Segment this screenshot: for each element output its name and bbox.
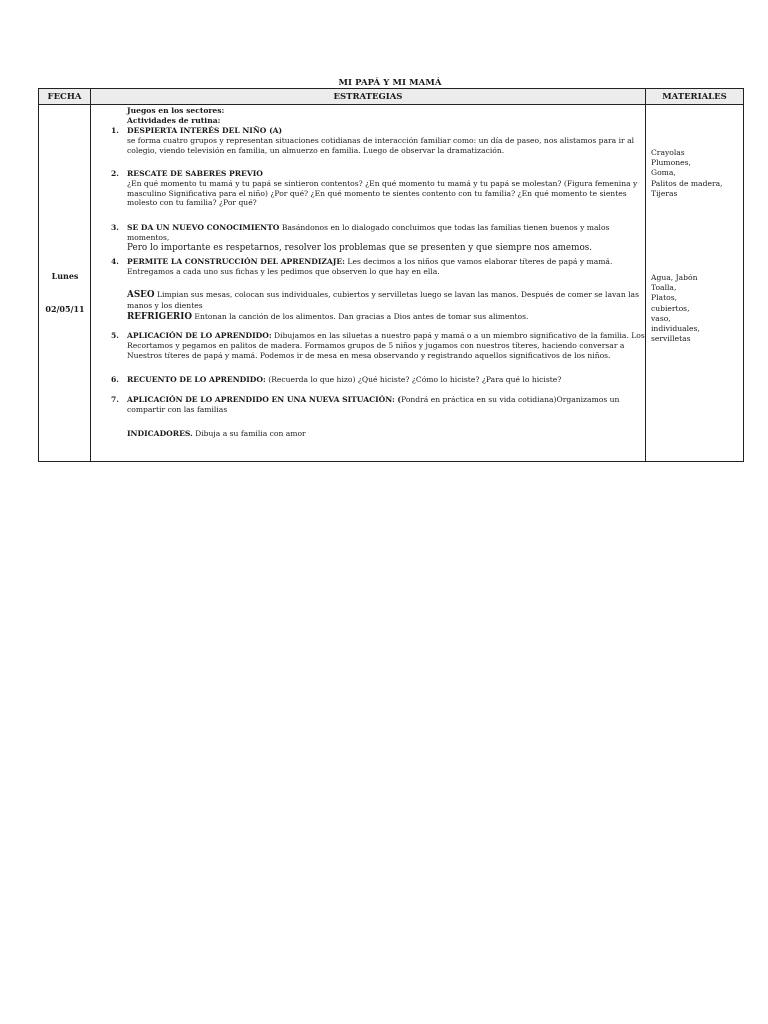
juegos-heading: Juegos en los sectores:	[127, 106, 225, 115]
material-item: Plumones,	[651, 158, 691, 168]
step-7	[111, 395, 645, 415]
step-body: Pondrá en práctica en su vida cotidiana)Organizamos un compartir con las familias	[127, 395, 620, 414]
step-body: Dibujamos en las siluetas a nuestro papá y mamá o a un miembro significativo de la familia. Los Recortamos y pegamos en palitos de madera. Formamos grupos de 5 niños y jugamos con nuestros títeres, haciendo conversar a Nuestros títeres de papá y mamá. Podemos ir de mesa en mesa observando y registrando aquellos significativos de los niños.	[127, 331, 645, 360]
materials-group-1	[651, 148, 741, 199]
step-3	[111, 223, 645, 253]
day-label: Lunes	[51, 271, 79, 281]
materiales-cell	[646, 105, 744, 462]
step-number: 3.	[111, 223, 119, 232]
step-heading: DESPIERTA INTERÉS DEL NIÑO (A)	[127, 126, 283, 135]
header-materiales: MATERIALES	[646, 89, 744, 105]
indicadores-block	[127, 429, 645, 439]
material-item: servilletas	[651, 334, 691, 344]
indicadores-label: INDICADORES.	[127, 429, 193, 438]
step-5	[111, 331, 645, 360]
step-4	[111, 257, 645, 277]
step-heading: RESCATE DE SABERES PREVIO	[127, 169, 263, 178]
material-item: Agua, Jabón	[651, 273, 698, 282]
lesson-plan-table	[38, 88, 744, 462]
material-item: Platos,	[651, 293, 677, 303]
aseo-text: Limpian sus mesas, colocan sus individuales, cubiertos y servilletas luego se lavan las manos. Después de comer se lavan las manos y los dientes	[127, 290, 639, 310]
document-title: MI PAPÁ Y MI MAMÁ	[338, 78, 442, 88]
step-body: (Recuerda lo que hizo) ¿Qué hiciste? ¿Cómo lo hiciste? ¿Para qué lo hiciste?	[268, 375, 562, 384]
step-number: 7.	[111, 395, 119, 404]
header-row	[39, 89, 744, 105]
indicadores-text: Dibuja a su familia con amor	[195, 429, 306, 438]
date-label: 02/05/11	[45, 304, 85, 314]
step-body: se forma cuatro grupos y representan situaciones cotidianas de interacción familiar como: un día de paseo, nos alistamos para ir al colegio, viendo televisión en familia, un almuerzo en familia. Luego de observar la dramatización.	[127, 135, 635, 155]
step-number: 4.	[111, 257, 119, 266]
material-item: Goma,	[651, 168, 676, 178]
material-item: cubiertos,	[651, 303, 690, 313]
materials-group-2	[651, 273, 741, 344]
header-fecha: FECHA	[39, 89, 91, 105]
estrategias-cell	[91, 105, 646, 462]
content-row	[39, 105, 744, 462]
step-heading: RECUENTO DE LO APRENDIDO:	[127, 375, 266, 384]
step-body: Basándonos en lo dialogado concluimos que todas las familias tienen buenos y malos momentos,	[127, 223, 610, 242]
step-number: 6.	[111, 375, 119, 384]
step-heading: APLICACIÓN DE LO APRENDIDO EN UNA NUEVA SITUACIÓN: (	[127, 395, 402, 404]
aseo-block	[127, 290, 645, 311]
rutina-heading: Actividades de rutina:	[127, 116, 221, 125]
step-1	[111, 126, 645, 155]
fecha-cell	[39, 105, 91, 462]
step-heading: APLICACIÓN DE LO APRENDIDO:	[127, 331, 272, 340]
material-item: Toalla,	[651, 283, 677, 293]
header-estrategias: ESTRATEGIAS	[91, 89, 646, 105]
step-number: 1.	[111, 126, 119, 135]
aseo-label: ASEO	[127, 290, 155, 300]
refrigerio-label: REFRIGERIO	[127, 312, 192, 322]
step-2	[111, 169, 645, 208]
material-item: vaso,	[651, 313, 671, 323]
step-number: 2.	[111, 169, 119, 178]
step-6	[111, 375, 645, 385]
refrigerio-block	[127, 312, 645, 323]
material-item: Palitos de madera,	[651, 178, 723, 188]
material-item: Crayolas	[651, 148, 685, 157]
refrigerio-text: Entonan la canción de los alimentos. Dan gracias a Dios antes de tomar sus alimentos.	[194, 312, 529, 321]
step-heading: PERMITE LA CONSTRUCCIÓN DEL APRENDIZAJE:	[127, 257, 345, 266]
step-body-2: Pero lo importante es respetarnos, resolver los problemas que se presenten y que siempre nos amemos.	[127, 242, 593, 253]
material-item: individuales,	[651, 324, 700, 334]
material-item: Tijeras	[651, 188, 678, 198]
step-body: Les decimos a los niños que vamos elaborar títeres de papá y mamá. Entregamos a cada uno sus fichas y les pedimos que observen lo que hay en ella.	[127, 257, 613, 276]
step-body: ¿En qué momento tu mamá y tu papá se sintieron contentos? ¿En qué momento tu mamá y tu papá se molestan? (Figura femenina y masculino Significativa para el niño) ¿Por qué? ¿En qué momento te sientes contento con tu familia? ¿En qué momento te sientes molesto con tu familia? ¿Por qué?	[127, 178, 638, 208]
step-number: 5.	[111, 331, 119, 340]
step-heading: SE DA UN NUEVO CONOCIMIENTO	[127, 223, 280, 232]
